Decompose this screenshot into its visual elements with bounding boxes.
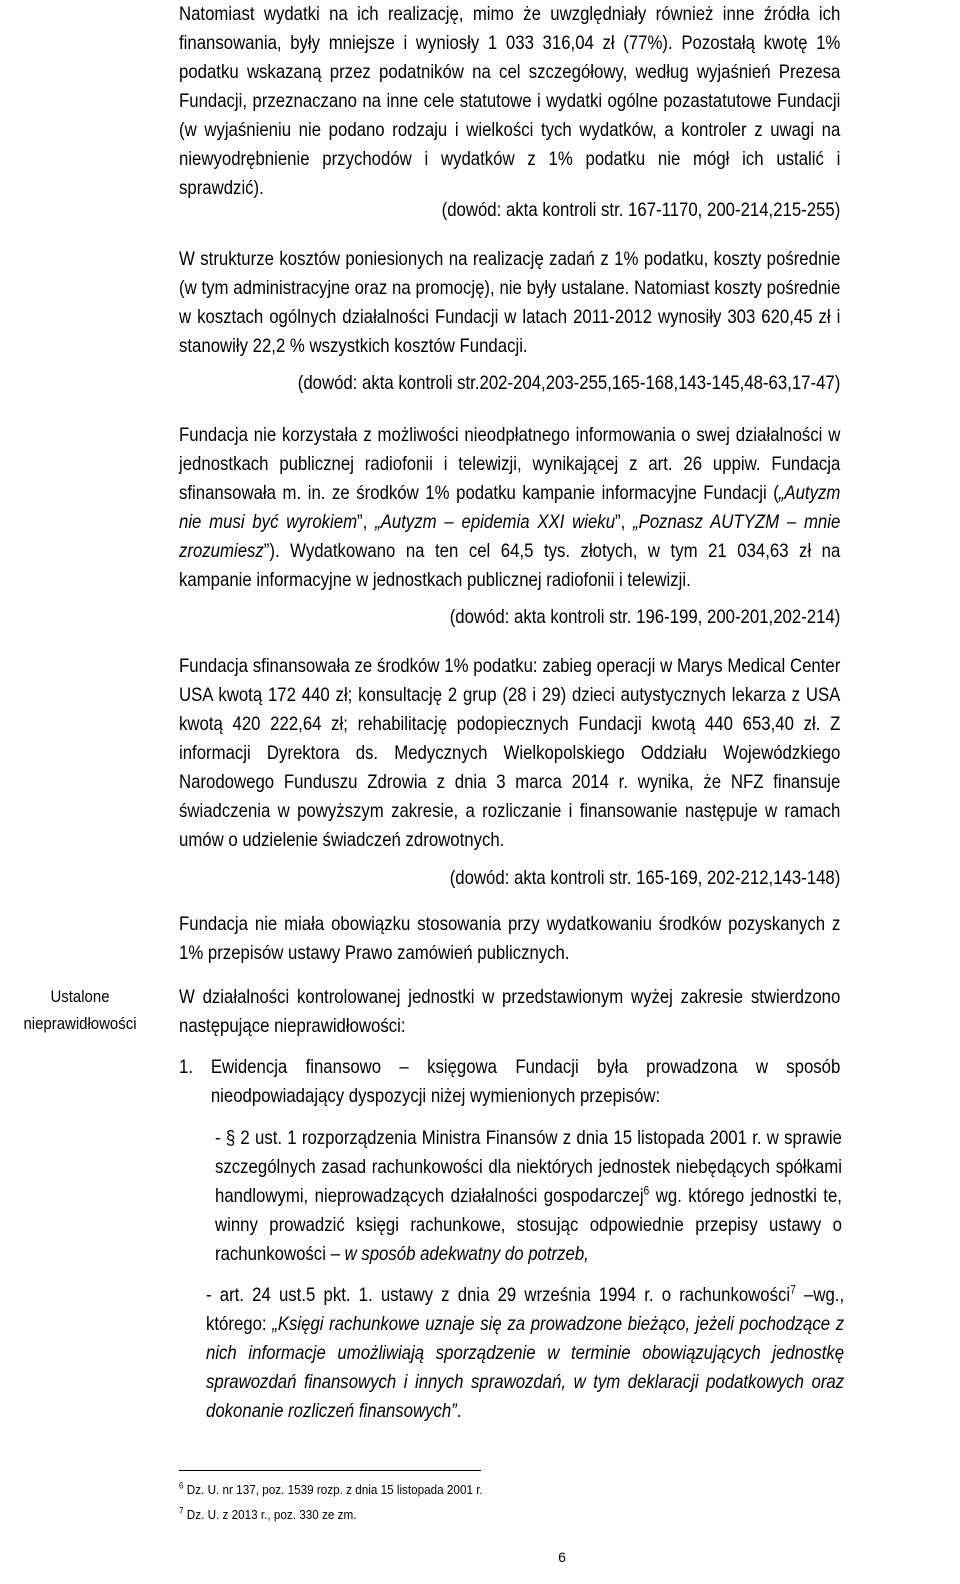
text-run: wg. którego jednostki te, winny prowadzić księgi rachunkowe, stosując odpowiednie przepisy ustawy o rachunkowości – — [215, 1185, 842, 1265]
paragraph-campaigns — [179, 421, 840, 595]
text-run: Fundacja nie korzystała z możliwości nieodpłatnego informowania o swej działalności w jednostkach publicznej radiofonii i telewizji, wynikającej z art. 26 uppiw. Fundacja sfinansowała m. in. ze środków 1% podatku kampanie informacyjne Fundacji ( — [179, 424, 841, 504]
regulation-text — [215, 1124, 842, 1269]
footnote-number: 7 — [179, 1505, 184, 1516]
text-run: § 2 ust. 1 rozporządzenia Ministra Finansów z dnia 15 listopada 2001 r. w sprawie szczególnych zasad rachunkowości dla niektórych jednostek niebędących spółkami handlowymi, nieprowadzących działalności gospodarczej — [215, 1127, 842, 1207]
text-run: . — [456, 1400, 462, 1422]
list-number: 1. — [179, 1056, 193, 1078]
paragraph-text: Fundacja sfinansowała ze środków 1% podatku: zabieg operacji w Marys Medical Center USA kwotą 172 440 zł; konsultację 2 grup (28 i 29) dzieci autystycznych lekarza z USA kwotą 420 222,64 zł; rehabilitację podopiecznych Fundacji kwotą 440 653,40 zł. Z informacji Dyrektora ds. Medycznych Wielkopolskiego Oddziału Wojewódzkiego Narodowego Funduszu Zdrowia z dnia 3 marca 2014 r. wynika, że NFZ finansuje świadczenia w powyższym zakresie, a rozliczanie i finansowanie następuje w ramach umów o udzielenie świadczeń zdrowotnych. — [179, 655, 841, 851]
citation-text: (dowód: akta kontroli str. 196-199, 200-201,202-214) — [449, 606, 841, 628]
italic-text: w sposób adekwatny do potrzeb, — [344, 1243, 589, 1265]
campaign-title: „Autyzm nie musi być wyrokiem — [179, 482, 841, 533]
footnote-divider — [179, 1470, 481, 1471]
campaign-title: „Poznasz AUTYZM – mnie zrozumiesz — [179, 511, 841, 562]
text-run: ”, — [615, 511, 634, 533]
page-number: 6 — [558, 1549, 566, 1565]
footnote — [179, 1481, 483, 1499]
list-item-text: Ewidencja finansowo – księgowa Fundacji była prowadzona w sposób nieodpowiadający dyspozycji niżej wymienionych przepisów: — [210, 1056, 841, 1107]
evidence-citation — [179, 196, 840, 225]
dash-marker: - — [206, 1284, 212, 1306]
evidence-citation — [179, 603, 840, 632]
regulation-item — [206, 1281, 844, 1426]
regulation-text — [206, 1281, 844, 1426]
paragraph-indirect-costs — [179, 245, 840, 361]
footnote-number: 6 — [179, 1480, 184, 1491]
list-item — [179, 1053, 840, 1111]
citation-text: (dowód: akta kontroli str. 167-1170, 200-214,215-255) — [441, 199, 841, 221]
paragraph-text — [179, 421, 840, 595]
text-run: art. 24 ust.5 pkt. 1. ustawy z dnia 29 września 1994 r. o rachunkowości — [219, 1284, 791, 1306]
evidence-citation — [179, 864, 840, 893]
footnote-text: Dz. U. nr 137, poz. 1539 rozp. z dnia 15 listopada 2001 r. — [186, 1482, 483, 1497]
italic-quote: „Księgi rachunkowe uznaje się za prowadzone bieżąco, jeżeli pochodzące z nich informacje umożliwiają sporządzenie w terminie obowiązujących jednostkę sprawozdań finansowych i innych sprawozdań, w tym deklaracji podatkowych oraz dokonanie rozliczeń finansowych” — [206, 1313, 845, 1422]
text-run: ”, — [357, 511, 376, 533]
evidence-citation — [179, 369, 840, 398]
paragraph-text: W strukturze kosztów poniesionych na realizację zadań z 1% podatku, koszty pośrednie (w tym administracyjne oraz na promocję), nie były ustalane. Natomiast koszty pośrednie w kosztach ogólnych działalności Fundacji w latach 2011-2012 wynosiły 303 620,45 zł i stanowiły 22,2 % wszystkich kosztów Fundacji. — [179, 248, 841, 357]
regulation-item — [215, 1124, 842, 1269]
footnote — [179, 1506, 357, 1524]
citation-text: (dowód: akta kontroli str. 165-169, 202-212,143-148) — [449, 867, 841, 889]
paragraph-text: Fundacja nie miała obowiązku stosowania przy wydatkowaniu środków pozyskanych z 1% przepisów ustawy Prawo zamówień publicznych. — [179, 913, 841, 964]
paragraph-text: W działalności kontrolowanej jednostki w przedstawionym wyżej zakresie stwierdzono następujące nieprawidłowości: — [179, 986, 841, 1037]
footnote-ref: 7 — [790, 1282, 796, 1297]
side-label — [10, 983, 151, 1037]
paragraph-medical-funding — [179, 652, 840, 855]
text-run: –wg., którego: — [206, 1284, 845, 1335]
footnote-ref: 6 — [643, 1183, 650, 1198]
text-run: ”). Wydatkowano na ten cel 64,5 tys. złotych, w tym 21 034,63 zł na kampanie informacyjne w jednostkach publicznej radiofonii i telewizji. — [179, 540, 841, 591]
side-label-text: Ustalone nieprawidłowości — [23, 987, 137, 1033]
campaign-title: „Autyzm – epidemia XXI wieku — [375, 511, 616, 533]
paragraph-public-procurement — [179, 910, 840, 968]
paragraph-text: Natomiast wydatki na ich realizację, mimo że uwzględniały również inne źródła ich finansowania, były mniejsze i wyniosły 1 033 316,04 zł (77%). Pozostałą kwotę 1% podatku wskazaną przez podatników na cel szczegółowy, według wyjaśnień Prezesa Fundacji, przeznaczano na inne cele statutowe i wydatki ogólne pozastatutowe Fundacji (w wyjaśnieniu nie podano rodzaju i wielkości tych wydatków, a kontroler z uwagi na niewyodrębnienie przychodów i wydatków z 1% podatku nie mógł ich ustalić i sprawdzić). — [179, 3, 841, 199]
citation-text: (dowód: akta kontroli str.202-204,203-255,165-168,143-145,48-63,17-47) — [297, 372, 841, 394]
paragraph-funding-expenses — [179, 0, 840, 203]
dash-marker: - — [215, 1127, 221, 1149]
footnote-text: Dz. U. z 2013 r., poz. 330 ze zm. — [186, 1507, 357, 1522]
paragraph-irregularities-intro — [179, 983, 840, 1041]
